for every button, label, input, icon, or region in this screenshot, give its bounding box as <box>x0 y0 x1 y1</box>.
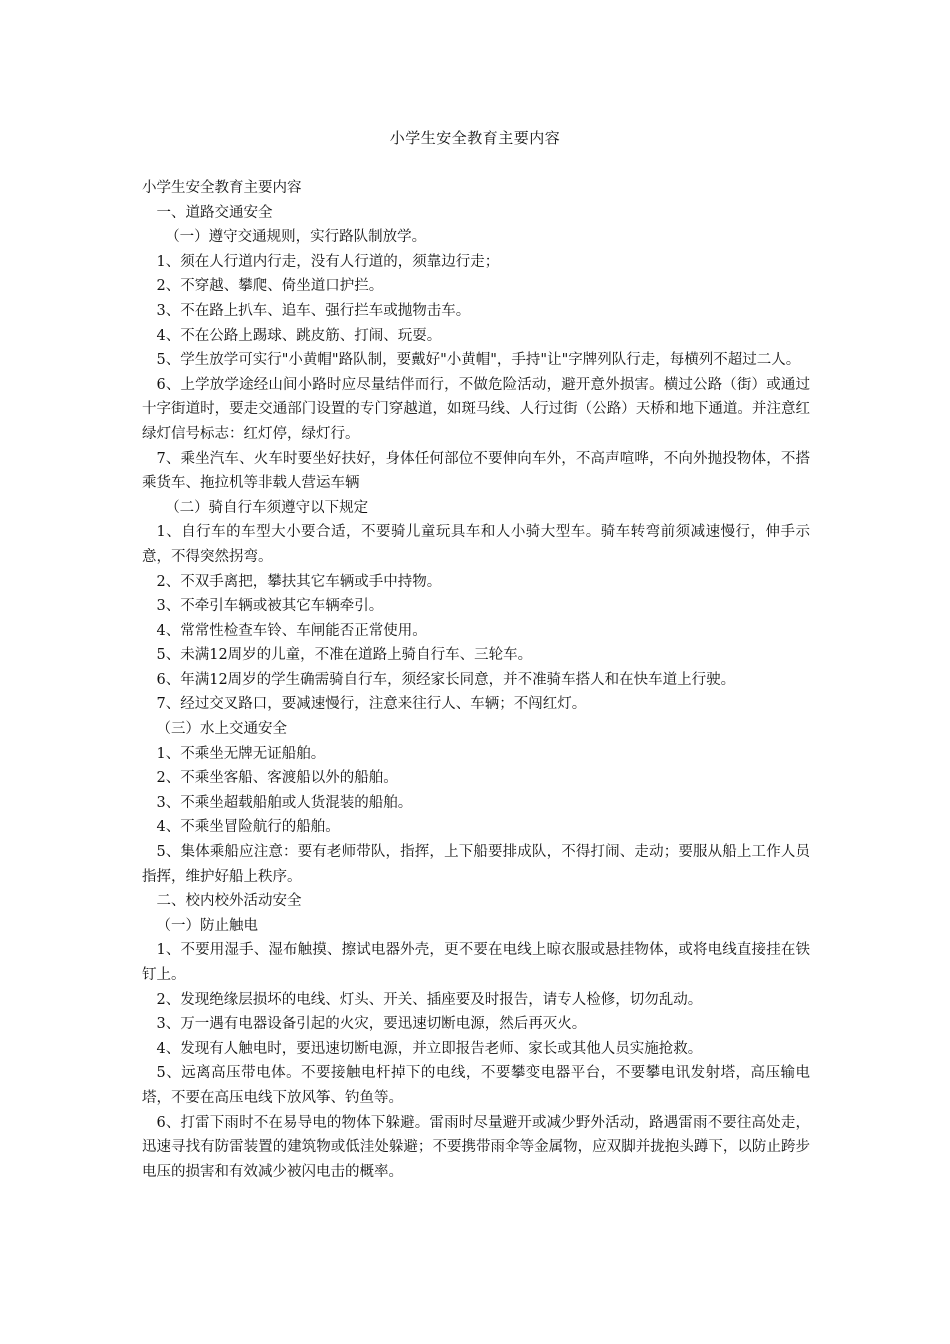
paragraph-4: 1、须在人行道内行走，没有人行道的，须靠边行走； <box>156 253 500 270</box>
document-body <box>142 176 810 1184</box>
paragraph-29: 3、万一遇有电器设备引起的火灾，要迅速切断电源，然后再灭火。 <box>156 1016 587 1033</box>
paragraph-15: 4、常常性检查车铃、车闸能否正常使用。 <box>156 622 427 639</box>
paragraph-5: 2、不穿越、攀爬、倚坐道口护拦。 <box>156 278 384 295</box>
paragraph-20: 1、不乘坐无牌无证船舶。 <box>156 745 326 762</box>
paragraph-1: 小学生安全教育主要内容 <box>142 180 302 196</box>
paragraph-31: 5、远离高压带电体。不要接触电杆掉下的电线，不要攀变电器平台，不要攀电讯发射塔，高压输电塔，不要在高压电线下放风筝、钓鱼等。 <box>142 1065 810 1106</box>
paragraph-21: 2、不乘坐客船、客渡船以外的船舶。 <box>156 770 398 787</box>
paragraph-27: 1、不要用湿手、湿布触摸、擦试电器外壳，更不要在电线上晾衣服或悬挂物体，或将电线直接挂在铁钉上。 <box>142 942 810 983</box>
paragraph-3: （一）遵守交通规则，实行路队制放学。 <box>165 229 427 246</box>
paragraph-32: 6、打雷下雨时不在易导电的物体下躲避。雷雨时尽量避开或减少野外活动，路遇雷雨不要往高处走，迅速寻找有防雷装置的建筑物或低洼处躲避；不要携带雨伞等金属物，应双脚并拢抱头蹲下，以防止跨步电压的损害和有效减少被闪电击的概率。 <box>142 1114 810 1180</box>
paragraph-13: 2、不双手离把，攀扶其它车辆或手中持物。 <box>156 573 442 590</box>
paragraph-16: 5、未满12周岁的儿童，不准在道路上骑自行车、三轮车。 <box>156 647 533 664</box>
paragraph-17: 6、年满12周岁的学生确需骑自行车，须经家长同意，并不准骑车搭人和在快车道上行驶。 <box>156 671 736 688</box>
paragraph-23: 4、不乘坐冒险航行的船舶。 <box>156 819 340 836</box>
paragraph-26: （一）防止触电 <box>156 917 258 934</box>
paragraph-24: 5、集体乘船应注意：要有老师带队，指挥，上下船要排成队，不得打闹、走动；要服从船上工作人员指挥，维护好船上秩序。 <box>142 844 810 885</box>
paragraph-6: 3、不在路上扒车、追车、强行拦车或抛物击车。 <box>156 302 471 319</box>
paragraph-11: （二）骑自行车须遵守以下规定 <box>165 499 369 516</box>
paragraph-10: 7、乘坐汽车、火车时要坐好扶好，身体任何部位不要伸向车外，不高声喧哗，不向外抛投物体，不搭乘货车、拖拉机等非载人营运车辆 <box>142 450 810 492</box>
paragraph-28: 2、发现绝缘层损坏的电线、灯头、开关、插座要及时报告，请专人检修，切勿乱动。 <box>156 991 703 1008</box>
paragraph-22: 3、不乘坐超载船舶或人货混装的船舶。 <box>156 794 413 811</box>
paragraph-2: 一、道路交通安全 <box>156 204 273 221</box>
paragraph-19: （三）水上交通安全 <box>156 721 287 738</box>
paragraph-12: 1、自行车的车型大小要合适，不要骑儿童玩具车和人小骑大型车。骑车转弯前须减速慢行，伸手示意，不得突然拐弯。 <box>142 524 810 565</box>
document-title: 小学生安全教育主要内容 <box>389 129 561 147</box>
paragraph-8: 5、学生放学可实行"小黄帽"路队制，要戴好"小黄帽"，手持"让"字牌列队行走，每横列不超过二人。 <box>156 352 801 369</box>
paragraph-9: 6、上学放学途经山间小路时应尽量结伴而行，不做危险活动，避开意外损害。横过公路（街）或通过十字街道时，要走交通部门设置的专门穿越道，如斑马线、人行过街（公路）天桥和地下通道。并注意红绿灯信号标志：红灯停，绿灯行。 <box>142 376 810 442</box>
paragraph-7: 4、不在公路上踢球、跳皮筋、打闹、玩耍。 <box>156 327 442 344</box>
paragraph-14: 3、不牵引车辆或被其它车辆牵引。 <box>156 598 384 615</box>
paragraph-30: 4、发现有人触电时，要迅速切断电源，并立即报告老师、家长或其他人员实施抢救。 <box>156 1040 703 1057</box>
paragraph-18: 7、经过交叉路口，要减速慢行，注意来往行人、车辆；不闯红灯。 <box>156 696 587 713</box>
paragraph-25: 二、校内校外活动安全 <box>156 893 302 910</box>
